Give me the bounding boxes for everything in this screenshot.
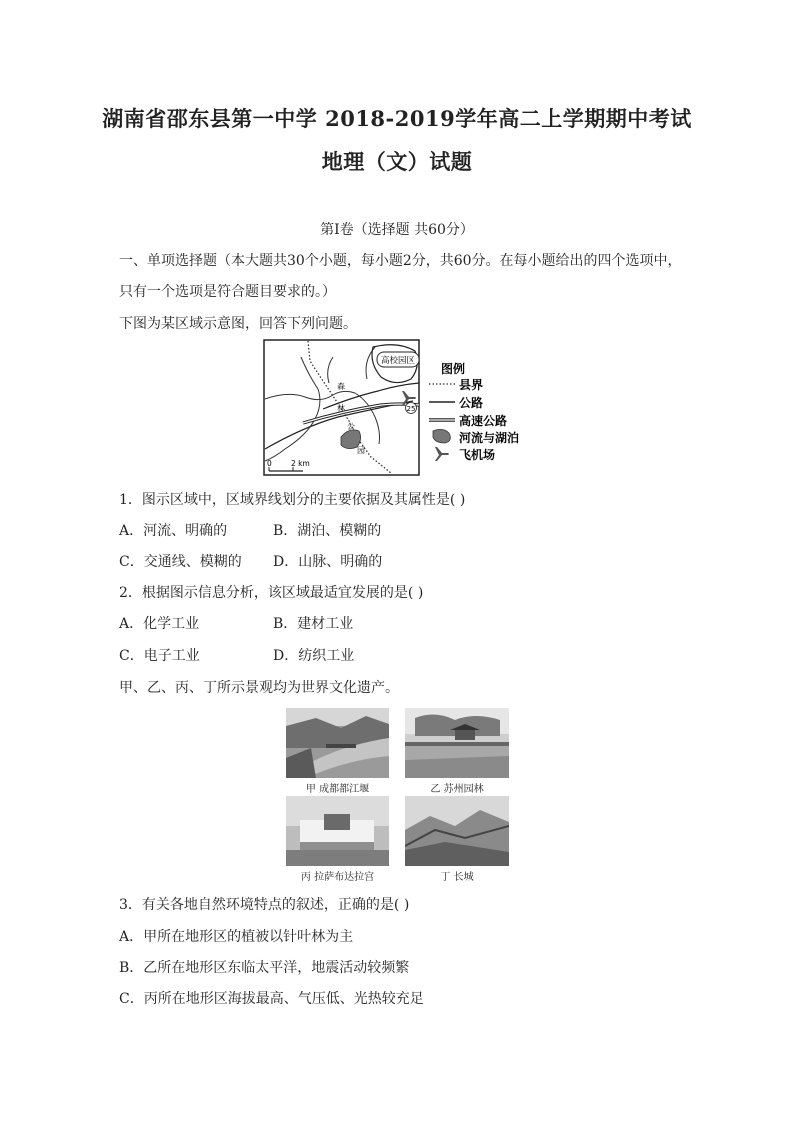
- forest-park-char-4: 园: [357, 446, 365, 455]
- photo-suzhou-garden: [405, 708, 509, 778]
- q1-stem: 1．图示区域中，区域界线划分的主要依据及其属性是( ): [119, 492, 466, 508]
- q1-option-a: A．河流、明确的: [119, 523, 228, 539]
- region-map: [263, 339, 535, 477]
- forest-park-char-1: 森: [337, 382, 345, 391]
- q3-option-b: B．乙所在地形区东临太平洋，地震活动较频繁: [119, 960, 410, 976]
- scale-zero: 0: [267, 459, 272, 468]
- title-line-2: 地理（文）试题: [321, 149, 473, 174]
- scale-unit: 2 km: [291, 459, 310, 468]
- q1-option-d: D．山脉、明确的: [273, 554, 383, 570]
- photo-dujiangyan: [286, 708, 389, 778]
- legend-airport-icon: [435, 447, 449, 461]
- title-line-1: 湖南省邵东县第一中学 2018-2019学年高二上学期期中考试: [102, 106, 692, 131]
- q1-option-b: B．湖泊、模糊的: [273, 523, 382, 539]
- legend-road: 公路: [459, 396, 484, 410]
- heritage-intro: 甲、乙、丙、丁所示景观均为世界文化遗产。: [119, 680, 399, 696]
- highway-number: 25: [406, 405, 416, 413]
- legend-airport: 飞机场: [459, 448, 496, 462]
- photo-caption-yi: 乙 苏州园林: [430, 784, 484, 795]
- photo-caption-bing: 丙 拉萨布达拉宫: [300, 872, 375, 883]
- q2-stem: 2．根据图示信息分析，该区域最适宜发展的是( ): [119, 585, 424, 601]
- legend-lake-symbol: [433, 429, 450, 443]
- photo-caption-jia: 甲 成都都江堰: [305, 784, 370, 795]
- q1-option-c: C．交通线、模糊的: [119, 554, 242, 570]
- q3-stem: 3．有关各地自然环境特点的叙述，正确的是( ): [119, 897, 410, 913]
- legend-county-border: 县界: [459, 378, 484, 392]
- photo-potala-palace: [286, 796, 389, 866]
- part-heading-continued: 只有一个选项是符合题目要求的。）: [119, 284, 336, 300]
- campus-label: 高校园区: [380, 356, 416, 366]
- photo-caption-ding: 丁 长城: [440, 872, 474, 883]
- q2-option-c: C．电子工业: [119, 648, 200, 664]
- forest-park-char-3: 公: [347, 422, 355, 431]
- photo-great-wall: [405, 796, 509, 866]
- map-intro: 下图为某区域示意图，回答下列问题。: [119, 316, 357, 332]
- part-heading: 一、单项选择题（本大题共30个小题，每小题2分，共60分。在每小题给出的四个选项中，: [119, 253, 682, 269]
- forest-park-char-2: 林: [337, 404, 345, 413]
- legend-expressway: 高速公路: [459, 414, 508, 428]
- q2-option-d: D．纺织工业: [273, 648, 355, 664]
- section-heading: 第Ⅰ卷（选择题 共60分）: [320, 222, 474, 238]
- q3-option-c: C．丙所在地形区海拔最高、气压低、光热较充足: [119, 991, 424, 1007]
- q2-option-b: B．建材工业: [273, 616, 354, 632]
- q2-option-a: A．化学工业: [119, 616, 200, 632]
- legend-river-lake: 河流与湖泊: [459, 431, 520, 445]
- q3-option-a: A．甲所在地形区的植被以针叶林为主: [119, 929, 354, 945]
- legend-title: 图例: [441, 362, 466, 376]
